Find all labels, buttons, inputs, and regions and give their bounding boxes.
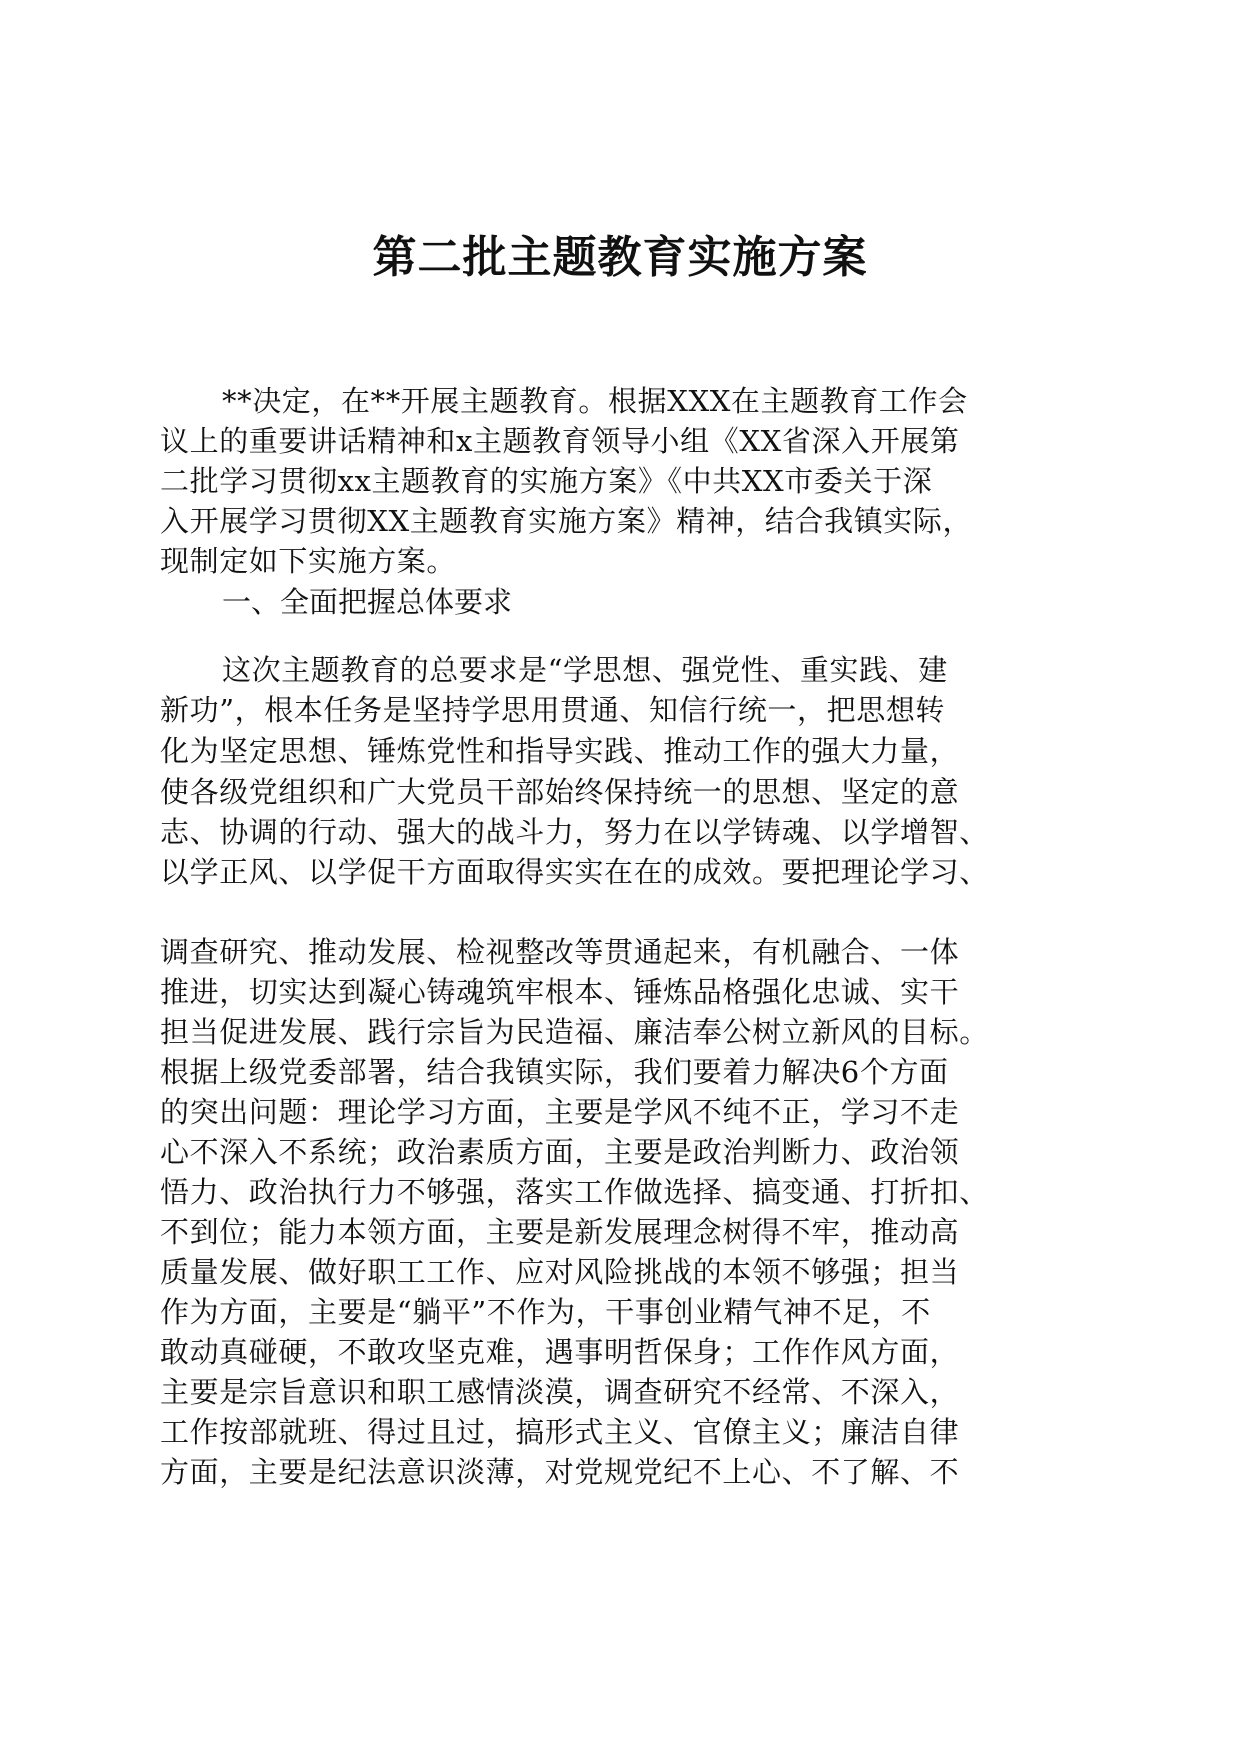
body-line: 以学正风、以学促干方面取得实实在在的成效。要把理论学习、 [160,855,989,889]
document-title: 第二批主题教育实施方案 [372,232,868,283]
body-line: 不到位；能力本领方面，主要是新发展理念树得不牢，推动高 [160,1215,960,1249]
intro-line: **决定，在**开展主题教育。根据XXX在主题教育工作会 [222,384,968,418]
body-line: 调查研究、推动发展、检视整改等贯通起来，有机融合、一体 [160,935,960,969]
body-line: 志、协调的行动、强大的战斗力，努力在以学铸魂、以学增智、 [160,815,989,849]
body-line: 质量发展、做好职工工作、应对风险挑战的本领不够强；担当 [160,1255,960,1289]
body-line: 主要是宗旨意识和职工感情淡漠，调查研究不经常、不深入， [160,1375,960,1409]
body-line: 悟力、政治执行力不够强，落实工作做选择、搞变通、打折扣、 [160,1175,989,1209]
body-line: 方面，主要是纪法意识淡薄，对党规党纪不上心、不了解、不 [160,1455,960,1489]
body-line: 工作按部就班、得过且过，搞形式主义、官僚主义；廉洁自律 [160,1415,960,1449]
body-line: 心不深入不系统；政治素质方面，主要是政治判断力、政治领 [160,1135,960,1169]
body-line: 担当促进发展、践行宗旨为民造福、廉洁奉公树立新风的目标。 [160,1015,989,1049]
intro-line: 议上的重要讲话精神和x主题教育领导小组《XX省深入开展第 [160,424,960,458]
body-line: 这次主题教育的总要求是“学思想、强党性、重实践、建 [222,653,948,687]
body-line: 根据上级党委部署，结合我镇实际，我们要着力解决6个方面 [160,1055,949,1089]
body-line: 敢动真碰硬，不敢攻坚克难，遇事明哲保身；工作作风方面， [160,1335,960,1369]
intro-line: 现制定如下实施方案。 [160,544,457,578]
body-line: 化为坚定思想、锤炼党性和指导实践、推动工作的强大力量， [160,734,960,768]
intro-line: 二批学习贯彻xx主题教育的实施方案》《中共XX市委关于深 [160,464,933,498]
body-line: 作为方面，主要是“躺平”不作为，干事创业精气神不足，不 [160,1295,931,1329]
body-line: 新功”，根本任务是坚持学思用贯通、知信行统一，把思想转 [160,693,946,727]
body-line: 的突出问题：理论学习方面，主要是学风不纯不正，学习不走 [160,1095,960,1129]
body-line: 推进，切实达到凝心铸魂筑牢根本、锤炼品格强化忠诚、实干 [160,975,960,1009]
section-heading: 一、全面把握总体要求 [222,585,513,619]
intro-line: 入开展学习贯彻XX主题教育实施方案》精神，结合我镇实际， [160,504,973,538]
body-line: 使各级党组织和广大党员干部始终保持统一的思想、坚定的意 [160,775,960,809]
